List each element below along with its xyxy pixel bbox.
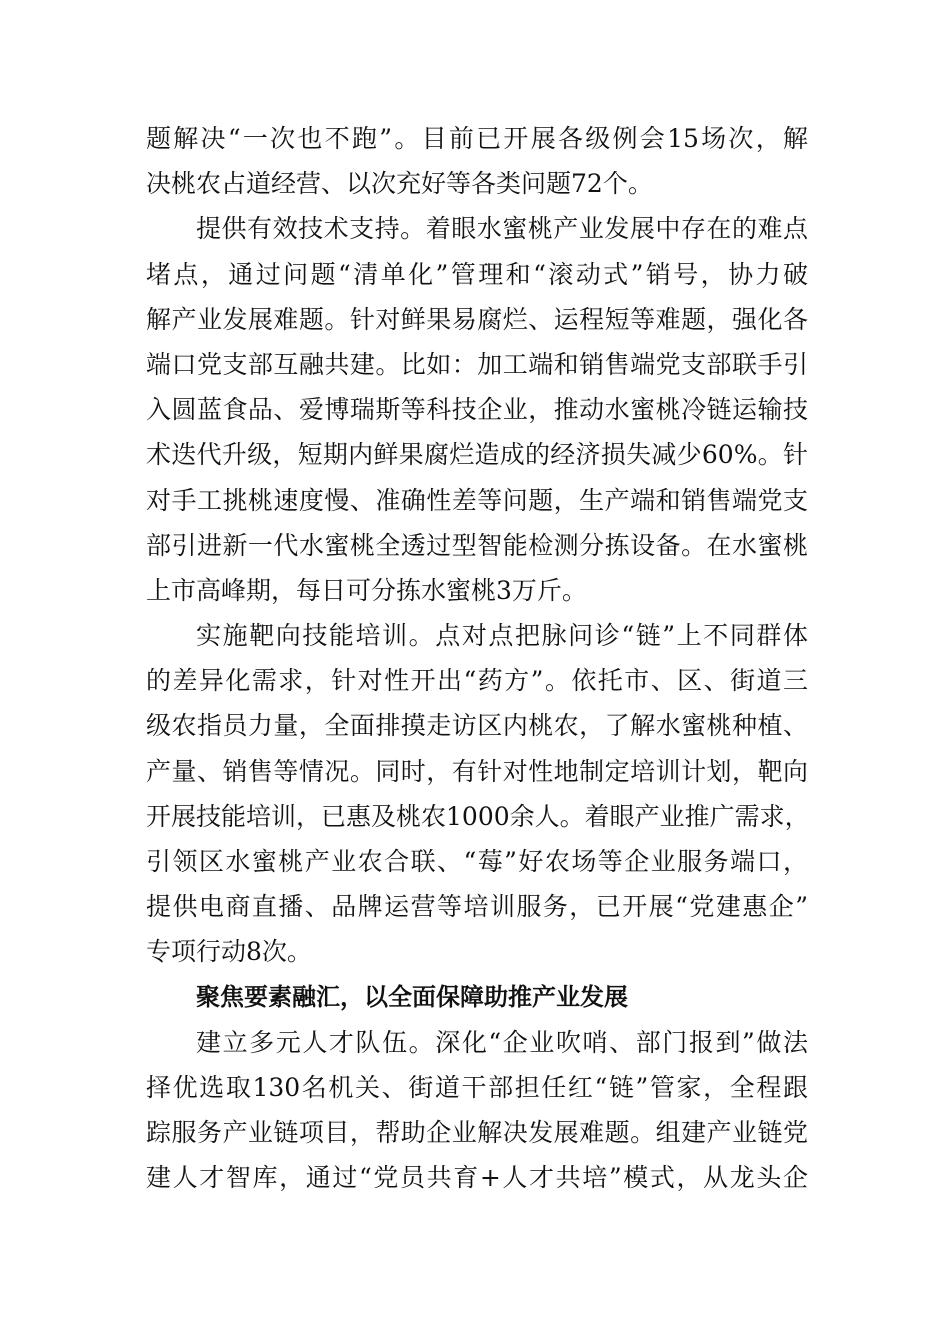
text-line: 提供电商直播、品牌运营等培训服务，已开展“党建惠企”	[146, 892, 808, 922]
section-heading: 聚焦要素融汇，以全面保障助推产业发展	[196, 982, 628, 1011]
text-line: 堵点，通过问题“清单化”管理和“滚动式”销号，协力破	[146, 259, 808, 289]
paragraph-1	[146, 116, 808, 206]
text-line: 建人才智库，通过“党员共育+人才共培”模式，从龙头企	[146, 1163, 808, 1193]
text-line: 择优选取130名机关、街道干部担任红“链”管家，全程跟	[146, 1072, 808, 1102]
text-line: 引领区水蜜桃产业农合联、“莓”好农场等企业服务端口，	[146, 847, 808, 876]
text-line: 术迭代升级，短期内鲜果腐烂造成的经济损失减少60%。针	[146, 440, 808, 470]
text-line: 端口党支部互融共建。比如：加工端和销售端党支部联手引	[146, 349, 808, 379]
text-line: 部引进新一代水蜜桃全透过型智能检测分拣设备。在水蜜桃	[146, 530, 808, 560]
text-line: 级农指员力量，全面排摸走访区内桃农，了解水蜜桃种植、	[146, 711, 808, 741]
paragraph-3	[146, 613, 808, 975]
text-line: 决桃农占道经营、以次充好等各类问题72个。	[146, 169, 653, 199]
text-line: 解产业发展难题。针对鲜果易腐烂、运程短等难题，强化各	[146, 304, 808, 334]
text-line: 对手工挑桃速度慢、准确性差等问题，生产端和销售端党支	[146, 485, 808, 515]
paragraph-2	[146, 206, 808, 613]
text-line: 踪服务产业链项目，帮助企业解决发展难题。组建产业链党	[146, 1118, 808, 1148]
document-body	[146, 116, 808, 1201]
text-line: 提供有效技术支持。着眼水蜜桃产业发展中存在的难点	[196, 214, 808, 244]
section-heading-block	[146, 975, 808, 1020]
text-line: 上市高峰期，每日可分拣水蜜桃3万斤。	[146, 575, 587, 605]
text-line: 入圆蓝食品、爱博瑞斯等科技企业，推动水蜜桃冷链运输技	[146, 395, 808, 425]
text-line: 的差异化需求，针对性开出“药方”。依托市、区、街道三	[146, 666, 808, 696]
text-line: 题解决“一次也不跑”。目前已开展各级例会15场次，解	[146, 124, 808, 153]
text-line: 实施靶向技能培训。点对点把脉问诊“链”上不同群体	[196, 621, 808, 651]
text-line: 产量、销售等情况。同时，有针对性地制定培训计划，靶向	[146, 756, 808, 786]
text-line: 开展技能培训，已惠及桃农1000余人。着眼产业推广需求，	[146, 801, 810, 831]
text-line: 专项行动8次。	[146, 937, 312, 967]
text-line: 建立多元人才队伍。深化“企业吹哨、部门报到”做法	[196, 1027, 808, 1057]
paragraph-4	[146, 1020, 808, 1201]
